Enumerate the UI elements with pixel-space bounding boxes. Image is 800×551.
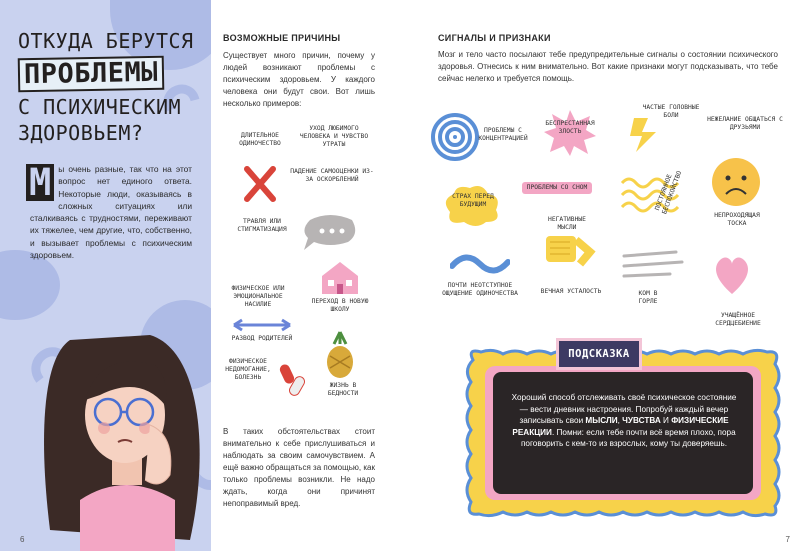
intro-paragraph	[30, 163, 192, 261]
hint-text: Хороший способ отслеживать своё психическое состояние — вести дневник настроения. Попробуй каждый вечер записывать свои МЫСЛИ, ЧУВСТВА И ФИЗИЧЕСКИЕ РЕАКЦИИ. Помни: если тебе почти всё время плохо, пора поговорить с кем-то из взрослых, кому ты доверяешь.	[511, 393, 737, 448]
cause-violence: ФИЗИЧЕСКОЕ ИЛИ ЭМОЦИОНАЛЬНОЕ НАСИЛИЕ	[231, 285, 285, 308]
signals-heading: СИГНАЛЫ И ПРИЗНАКИ	[438, 33, 551, 43]
signal-heartbeat: УЧАЩЁННОЕ СЕРДЦЕБИЕНИЕ	[715, 312, 761, 327]
page-title	[18, 28, 203, 146]
cause-loneliness: ДЛИТЕЛЬНОЕ ОДИНОЧЕСТВО	[239, 132, 281, 147]
cause-trauma: ТРАВЛЯ ИЛИ СТИГМАТИЗАЦИЯ	[237, 218, 287, 233]
page-number-left: 6	[20, 535, 25, 544]
thumbs-down-icon	[540, 230, 598, 268]
wave-icon	[450, 252, 510, 276]
causes-heading: ВОЗМОЖНЫЕ ПРИЧИНЫ	[223, 33, 341, 43]
signal-avoid-friends: НЕЖЕЛАНИЕ ОБЩАТЬСЯ С ДРУЗЬЯМИ	[707, 116, 783, 131]
drop-cap: М	[26, 164, 54, 201]
house-icon	[318, 258, 362, 296]
signal-sleep: ПРОБЛЕМЫ СО СНОМ	[522, 182, 592, 194]
signal-lump: КОМ В ГОРЛЕ	[638, 290, 658, 305]
cause-divorce: РАЗВОД РОДИТЕЛЕЙ	[231, 335, 293, 342]
hint-label: ПОДСКАЗКА	[556, 338, 642, 370]
signal-fear: СТРАХ ПЕРЕД БУДУЩИМ	[452, 193, 494, 208]
speech-bubble-icon	[300, 212, 360, 252]
lightning-icon	[628, 114, 664, 154]
causes-closing: В таких обстоятельствах стоит внимательно к себе прислушиваться и наблюдать за своим самочувствием. А ещё важно обращаться за помощью, как только проблемы возникли. Не надо ждать, когда они причинят непоправимый вред.	[223, 427, 375, 508]
blue-side-panel	[0, 0, 211, 551]
title-line-1: ОТКУДА БЕРУТСЯ	[18, 29, 194, 53]
girl-illustration	[40, 330, 211, 551]
pills-icon	[278, 360, 308, 400]
signal-headaches: ЧАСТЫЕ ГОЛОВНЫЕ БОЛИ	[642, 104, 700, 119]
signal-loneliness: ПОЧТИ НЕОТСТУПНОЕ ОЩУЩЕНИЕ ОДИНОЧЕСТВА	[442, 282, 518, 297]
wind-icon	[620, 248, 686, 286]
x-mark-icon	[242, 165, 278, 203]
hint-bold-feelings: ЧУВСТВА	[622, 416, 661, 425]
sad-face-icon	[710, 156, 762, 208]
pineapple-icon	[322, 330, 358, 380]
title-highlight: ПРОБЛЕМЫ	[18, 56, 165, 93]
signal-negative: НЕГАТИВНЫЕ МЫСЛИ	[548, 216, 586, 231]
intro-text: ы очень разные, так что на этот вопрос нет единого ответа. Некоторые люди, оказываясь в сложных ситуациях или сталкиваясь с трудностями, переживают их тяжелее, чем другие, что, собственно, и вызывает проблемы с психическим здоровьем.	[30, 164, 192, 261]
title-line-4: ЗДОРОВЬЕМ?	[18, 121, 144, 145]
double-arrow-icon	[232, 318, 292, 332]
signal-sadness: НЕПРОХОДЯЩАЯ ТОСКА	[714, 212, 760, 227]
signal-fatigue: ВЕЧНАЯ УСТАЛОСТЬ	[540, 288, 602, 295]
heart-icon	[712, 254, 752, 298]
cause-poverty: ЖИЗНЬ В БЕДНОСТИ	[327, 382, 359, 397]
cause-self-esteem: ПАДЕНИЕ САМООЦЕНКИ ИЗ-ЗА ОСКОРБЛЕНИЙ	[290, 168, 374, 183]
signal-anger: БЕСПРЕСТАННАЯ ЗЛОСТЬ	[545, 120, 595, 135]
cause-school: ПЕРЕХОД В НОВУЮ ШКОЛУ	[311, 298, 369, 313]
title-line-3: С ПСИХИЧЕСКИМ	[18, 95, 182, 119]
page-number-right: 7	[785, 535, 790, 544]
signal-anxiety: ПОСТОЯННОЕ БЕСПОКОЙСТВО	[653, 170, 684, 216]
cause-illness: ФИЗИЧЕСКОЕ НЕДОМОГАНИЕ, БОЛЕЗНЬ	[225, 358, 271, 381]
signal-concentration: ПРОБЛЕМЫ С КОНЦЕНТРАЦИЕЙ	[478, 127, 528, 142]
right-page	[410, 0, 800, 551]
signals-intro: Мозг и тело часто посылают тебе предупредительные сигналы о состоянии психического здоровья. Отнесись к ним внимательно. Вот какие признаки могут подсказывать, что тебе сейчас нелегко и требуется помощь.	[438, 50, 778, 83]
causes-intro: Существует много причин, почему у людей возникают проблемы с психическим здоровьем. У каждого человека они будут свои. Вот лишь несколько примеров:	[223, 51, 375, 108]
cause-loss: УХОД ЛЮБИМОГО ЧЕЛОВЕКА И ЧУВСТВО УТРАТЫ	[299, 125, 369, 148]
hint-bold-thoughts: МЫСЛИ	[585, 416, 618, 425]
hint-bold-reactions: ФИЗИЧЕСКИЕ РЕАКЦИИ	[512, 416, 729, 437]
